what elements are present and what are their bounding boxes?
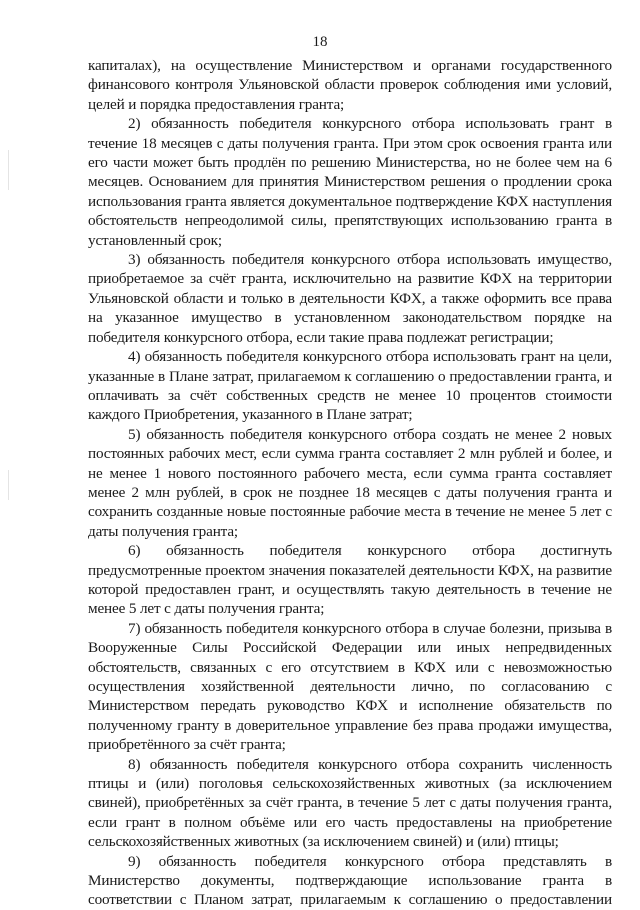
paragraph-item-8: 8) обязанность победителя конкурсного отбора сохранить численность птицы и (или) поголовья сельскохозяйственных животных (за исключением свиней), приобретённых за счёт гранта, в течение 5 лет с даты получения гранта, если грант в полном объёме или его часть предоставлены на приобретение сельскохозяйственных животных (за исключением свиней) и (или) птицы; [88, 755, 612, 851]
paragraph-item-7: 7) обязанность победителя конкурсного отбора в случае болезни, призыва в Вооруженные Силы Российской Федерации или иных непредвиденных обстоятельств, связанных с его отсутствием в КФХ или с невозможностью осуществления хозяйственной деятельности лично, по согласованию с Министерством передать руководство КФХ и исполнение обязательств по полученному гранту в доверительное управление без права продажи имущества, приобретённого за счёт гранта; [88, 619, 612, 754]
paragraph-1-continuation: капиталах), на осуществление Министерством и органами государственного финансового контроля Ульяновской области проверок соблюдения ими условий, целей и порядка предоставления гранта; [88, 57, 612, 113]
page-number: 18 [312, 34, 328, 50]
paragraph-item-6: 6) обязанность победителя конкурсного отбора достигнуть предусмотренные проектом значения показателей деятельности КФХ, на развитие которой предоставлен грант, и осуществлять такую деятельность в течение не менее 5 лет с даты получения гранта; [88, 542, 612, 618]
paragraph-item-9: 9) обязанность победителя конкурсного отбора представлять в Министерство документы, подтверждающие использование гранта в соответствии с Планом затрат, прилагаемым к соглашению о предоставлении [88, 852, 612, 909]
paragraph-item-4: 4) обязанность победителя конкурсного отбора использовать грант на цели, указанные в Плане затрат, прилагаемом к соглашению о предоставлении гранта, и оплачивать за счёт собственных средств не менее 10 процентов стоимости каждого Приобретения, указанного в Плане затрат; [88, 348, 612, 424]
scan-margin-mark [8, 150, 9, 190]
scan-margin-mark [8, 470, 9, 500]
paragraph-item-5: 5) обязанность победителя конкурсного отбора создать не менее 2 новых постоянных рабочих мест, если сумма гранта составляет 2 млн рублей и более, и не менее 1 нового постоянного рабочего места, если сумма гранта составляет менее 2 млн рублей, в срок не позднее 18 месяцев с даты получения гранта и сохранить созданные новые постоянные рабочие места в течение не менее 5 лет с даты получения гранта; [88, 425, 612, 540]
document-body [88, 56, 612, 910]
paragraph-item-3: 3) обязанность победителя конкурсного отбора использовать имущество, приобретаемое за счёт гранта, исключительно на развитие КФХ на территории Ульяновской области и только в деятельности КФХ, а также оформить все права на указанное имущество в установленном законодательством порядке на победителя конкурсного отбора, если такие права подлежат регистрации; [88, 251, 612, 346]
paragraph-item-2: 2) обязанность победителя конкурсного отбора использовать грант в течение 18 месяцев с даты получения гранта. При этом срок освоения гранта или его части может быть продлён по решению Министерства, но не более чем на 6 месяцев. Основанием для принятия Министерством решения о продлении срока использования гранта является документальное подтверждение КФХ наступления обстоятельств непреодолимой силы, препятствующих использованию гранта в установленный срок; [88, 115, 612, 249]
